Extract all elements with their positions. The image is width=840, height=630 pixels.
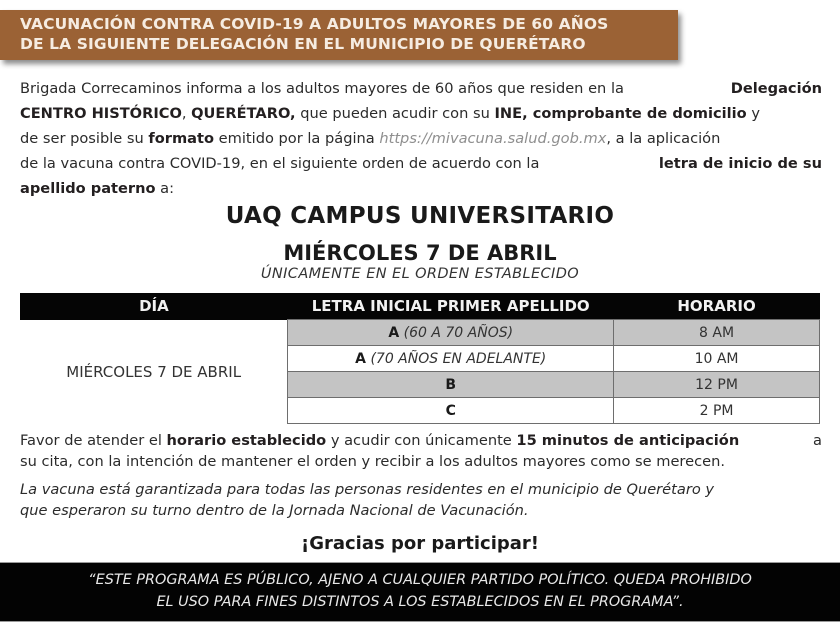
header-letter: LETRA INICIAL PRIMER APELLIDO bbox=[288, 293, 614, 320]
guarantee-line: La vacuna está garantizada para todas las personas residentes en el municipio de Querétaro y bbox=[20, 481, 715, 498]
time-cell: 12 PM bbox=[614, 372, 820, 398]
intro-bold: CENTRO HISTÓRICO bbox=[20, 105, 182, 122]
guarantee-line: que esperaron su turno dentro de la Jornada Nacional de Vacunación. bbox=[20, 502, 529, 519]
table-row bbox=[20, 320, 820, 346]
letter-cell bbox=[288, 320, 614, 346]
time-cell: 8 AM bbox=[614, 320, 820, 346]
intro-line bbox=[20, 76, 822, 101]
letter: B bbox=[445, 376, 457, 393]
intro-bold: Delegación bbox=[730, 80, 822, 97]
header-day: DÍA bbox=[20, 293, 288, 320]
note-bold: 15 minutos de anticipación bbox=[516, 432, 740, 449]
letter: A bbox=[388, 324, 400, 341]
title-banner bbox=[0, 10, 678, 60]
note-text: y acudir con únicamente bbox=[326, 432, 517, 449]
order-note: ÚNICAMENTE EN EL ORDEN ESTABLECIDO bbox=[260, 266, 580, 282]
intro-text: , bbox=[181, 105, 192, 122]
legal-disclaimer-band bbox=[0, 562, 840, 622]
guarantee-note bbox=[20, 479, 822, 521]
intro-line bbox=[20, 151, 822, 176]
intro-line bbox=[20, 126, 822, 151]
intro-bold: apellido paterno bbox=[20, 180, 156, 197]
intro-line bbox=[20, 101, 822, 126]
intro-text: a: bbox=[155, 180, 175, 197]
letter: C bbox=[445, 402, 456, 419]
header-time: HORARIO bbox=[614, 293, 820, 320]
age-note: (70 AÑOS EN ADELANTE) bbox=[366, 350, 547, 367]
age-note: (60 A 70 AÑOS) bbox=[399, 324, 514, 341]
intro-text: emitido por la página bbox=[214, 130, 380, 147]
intro-bold: letra de inicio de su bbox=[658, 155, 822, 172]
table-header-row bbox=[20, 293, 820, 320]
intro-line bbox=[20, 176, 822, 201]
time-cell: 10 AM bbox=[614, 346, 820, 372]
note-text: Favor de atender el bbox=[20, 432, 167, 449]
intro-text: que pueden acudir con su bbox=[295, 105, 495, 122]
note-text: a bbox=[813, 432, 822, 449]
intro-bold: formato bbox=[148, 130, 215, 147]
disclaimer-line-2: EL USO PARA FINES DISTINTOS A LOS ESTABLECIDOS EN EL PROGRAMA”. bbox=[156, 594, 684, 610]
banner-title-line-1: VACUNACIÓN CONTRA COVID-19 A ADULTOS MAYORES DE 60 AÑOS bbox=[20, 15, 609, 33]
intro-text: Brigada Correcaminos informa a los adultos mayores de 60 años que residen en la bbox=[20, 80, 629, 97]
letter: A bbox=[355, 350, 366, 367]
note-bold: horario establecido bbox=[166, 432, 327, 449]
venue-title: UAQ CAMPUS UNIVERSITARIO bbox=[225, 203, 615, 229]
intro-bold: QUERÉTARO, bbox=[191, 105, 296, 122]
intro-bold: INE, comprobante de domicilio bbox=[494, 105, 747, 122]
punctuality-note bbox=[20, 430, 822, 472]
letter-cell bbox=[288, 372, 614, 398]
disclaimer-line-1: “ESTE PROGRAMA ES PÚBLICO, AJENO A CUALQUIER PARTIDO POLÍTICO. QUEDA PROHIBIDO bbox=[88, 572, 752, 588]
time-cell: 2 PM bbox=[614, 398, 820, 424]
intro-text: de ser posible su bbox=[20, 130, 149, 147]
intro-paragraph bbox=[20, 76, 822, 201]
letter-cell bbox=[288, 398, 614, 424]
vaccine-url-link[interactable]: https://mivacuna.salud.gob.mx bbox=[379, 130, 607, 147]
thanks-message: ¡Gracias por participar! bbox=[300, 533, 539, 554]
event-date: MIÉRCOLES 7 DE ABRIL bbox=[283, 241, 557, 265]
day-cell: MIÉRCOLES 7 DE ABRIL bbox=[20, 320, 288, 424]
intro-text: de la vacuna contra COVID-19, en el siguiente orden de acuerdo con la bbox=[20, 155, 545, 172]
note-line bbox=[20, 430, 822, 451]
schedule-table bbox=[20, 293, 820, 424]
note-line: su cita, con la intención de mantener el orden y recibir a los adultos mayores como se merecen. bbox=[20, 453, 725, 470]
intro-text: y bbox=[746, 105, 760, 122]
intro-text: , a la aplicación bbox=[606, 130, 721, 147]
letter-cell bbox=[288, 346, 614, 372]
banner-title-line-2: DE LA SIGUIENTE DELEGACIÓN EN EL MUNICIPIO DE QUERÉTARO bbox=[20, 35, 586, 53]
